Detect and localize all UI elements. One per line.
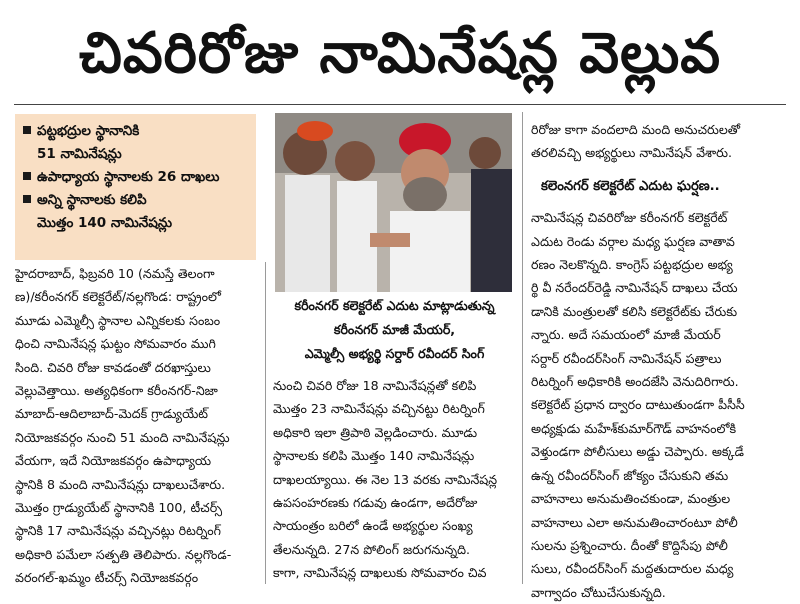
paragraph-line: వరంగల్-ఖమ్మం టీచర్స్ నియోజకవర్గం xyxy=(15,570,199,586)
caption-line-1: కరీంనగర్ కలెక్టరేట్ ఎదుట మాట్లాడుతున్న xyxy=(294,298,495,313)
paragraph-line: వెళ్తుండగా పోలీసులు అడ్డు చెప్పారు. అక్కడే xyxy=(531,444,744,460)
paragraph-line: నియోజకవర్గం నుంచి 51 మంది నామినేషన్లు xyxy=(15,429,230,445)
paragraph-line: ధించి నామినేషన్ల ఘట్టం సోమవారం ముగి xyxy=(15,336,216,352)
column-divider xyxy=(265,262,266,584)
paragraph-line: స్థానికి 8 మంది నామినేషన్లు దాఖలుచేశారు. xyxy=(15,476,226,492)
paragraph-line: అధికారి ఇలా త్రిపాఠి వెల్లడించారు. మూడు xyxy=(273,424,478,440)
highlight-line-4: అన్ని స్థానాలకు కలిపి xyxy=(23,189,250,212)
paragraph-line: వెల్లువెత్తాయి. అత్యధికంగా కరీంనగర్-నిజా xyxy=(15,383,218,399)
paragraph-line: కలెక్టరేట్ ప్రధాన ద్వారం దాటుతుండగా పీసీసీ xyxy=(531,397,745,413)
paragraph-line: ణ)/కరీంనగర్ కలెక్టరేట్/నల్లగొండ: రాష్ట్రంలో xyxy=(15,289,221,305)
caption-line-3: ఎమ్మెల్సీ అభ్యర్థి సర్దార్ రవీందర్ సింగ్ xyxy=(304,346,485,361)
highlight-line-2: 51 నామినేషన్లు xyxy=(37,146,122,162)
paragraph-line: రిటర్నింగ్ అధికారికి అందజేసి వెనుదిరిగారు. xyxy=(531,374,739,390)
highlight-line-1: పట్టభద్రుల స్థానానికి xyxy=(23,120,250,143)
paragraph-line: సింది. చివరి రోజు కావడంతో దరఖాస్తులు xyxy=(15,359,211,375)
paragraph-line: మొత్తం గ్రాడ్యుయేట్ స్థానానికి 100, టీచర్స్ xyxy=(15,500,223,516)
paragraph-line: తేలనున్నది. 27న పోలింగ్ జరుగనున్నది. xyxy=(273,541,471,557)
paragraph-line: స్థానాలకు కలిపి మొత్తం 140 నామినేషన్లు xyxy=(273,448,475,464)
paragraph-line: అధికారి పమేలా సత్పతి తెలిపారు. నల్లగొండ- xyxy=(15,546,232,562)
highlight-line-3: ఉపాధ్యాయ స్థానాలకు 26 దాఖలు xyxy=(23,166,250,189)
paragraph-line: మొత్తం 23 నామినేషన్లు వచ్చినట్టు రిటర్నింగ్ xyxy=(273,401,485,417)
paragraph-line: రణం నెలకొన్నది. కాంగ్రెస్ పట్టభద్రుల అభ్య xyxy=(531,257,733,273)
paragraph-line: నామినేషన్ల చివరిరోజు కరీంనగర్ కలెక్టరేట్ xyxy=(531,210,728,226)
paragraph-line: హైదరాబాద్, ఫిబ్రవరి 10 (నమస్తే తెలంగా xyxy=(15,266,215,281)
subheading: కలెంనగర్ కలెక్టరేట్ ఎదుట ఘర్షణ.. xyxy=(541,178,720,194)
paragraph-line: కాగా, నామినేషన్ల దాఖలుకు సోమవారం చివ xyxy=(273,565,487,581)
paragraph-line: ఉన్న రవీందర్‌సింగ్ జోక్యం చేసుకుని తమ xyxy=(531,467,729,483)
paragraph-line: తరలివచ్చి అభ్యర్థులు నామినేషన్ వేశారు. xyxy=(531,145,732,161)
paragraph-line: ర్థి వీ నరేందర్‌రెడ్డి నామినేషన్ దాఖలు చేయ xyxy=(531,280,738,296)
paragraph-line: అధ్యక్షుడు మహేశ్‌కుమార్‌గౌడ్ వాహనంలోకి xyxy=(531,420,737,436)
paragraph-line: సర్దార్ రవీందర్‌సింగ్ నామినేషన్ పత్రాలు xyxy=(531,350,722,366)
paragraph-line: డానికి మంత్రులతో కలిసి కలెక్టరేట్‌కు చేరుకు xyxy=(531,303,738,319)
photo-caption xyxy=(272,294,517,370)
highlight-line-5: మొత్తం 140 నామినేషన్లు xyxy=(37,215,173,231)
paragraph-line: స్థానికి 17 నామినేషన్లు వచ్చినట్లు రిటర్నింగ్ xyxy=(15,523,221,539)
article-column-3 xyxy=(531,118,789,604)
paragraph-line: సులు, రవీందర్‌సింగ్ మద్దతుదారుల మధ్య xyxy=(531,561,734,577)
headline-divider xyxy=(14,104,786,105)
paragraph-line: సులను ప్రశ్నించారు. దీంతో కొద్దిసేపు పోలీ xyxy=(531,537,728,553)
caption-line-2: కరీంనగర్ మాజీ మేయర్, xyxy=(333,322,456,337)
column-divider xyxy=(522,112,523,584)
paragraph-line: వాగ్వాదం చోటుచేసుకున్నది. xyxy=(531,584,666,600)
paragraph-line: వాహనాలు అనుమతించకుండా, మంత్రుల xyxy=(531,491,731,507)
paragraph-line: దాఖలయ్యాయి. ఈ నెల 13 వరకు నామినేషన్ల xyxy=(273,471,498,487)
paragraph-line: వాహనాలు ఎలా అనుమతించారంటూ పోలీ xyxy=(531,514,738,530)
paragraph-line: రిరోజు కాగా వందలాది మంది అనుచరులతో xyxy=(531,122,741,137)
paragraph-line: వేయగా, ఇదే నియోజకవర్గం ఉపాధ్యాయ xyxy=(15,453,212,469)
paragraph-line: ఎదుట రెండు వర్గాల మధ్య ఘర్షణ వాతావ xyxy=(531,233,735,249)
person-photo-icon xyxy=(275,113,512,292)
paragraph-line: ఉపసంహరణకు గడువు ఉండగా, అదేరోజు xyxy=(273,495,478,511)
paragraph-line: మూడు ఎమ్మెల్సీ స్థానాల ఎన్నికలకు సంబం xyxy=(15,312,221,328)
paragraph-line: న్నారు. అదే సమయంలో మాజీ మేయర్ xyxy=(531,327,721,343)
article-column-2 xyxy=(273,374,515,585)
paragraph-line: నుంచి చివరి రోజు 18 నామినేషన్లతో కలిపి xyxy=(273,378,477,393)
headline: చివరిరోజు నామినేషన్ల వెల్లువ xyxy=(78,20,722,86)
paragraph-line: మాబాద్-ఆదిలాబాద్-మెదక్ గ్రాడ్యుయేట్ xyxy=(15,406,208,422)
article-column-1 xyxy=(15,262,258,590)
news-photo xyxy=(275,113,512,292)
highlights-box xyxy=(15,114,256,260)
paragraph-line: సాయంత్రం బరిలో ఉండే అభ్యర్థుల సంఖ్య xyxy=(273,518,473,534)
